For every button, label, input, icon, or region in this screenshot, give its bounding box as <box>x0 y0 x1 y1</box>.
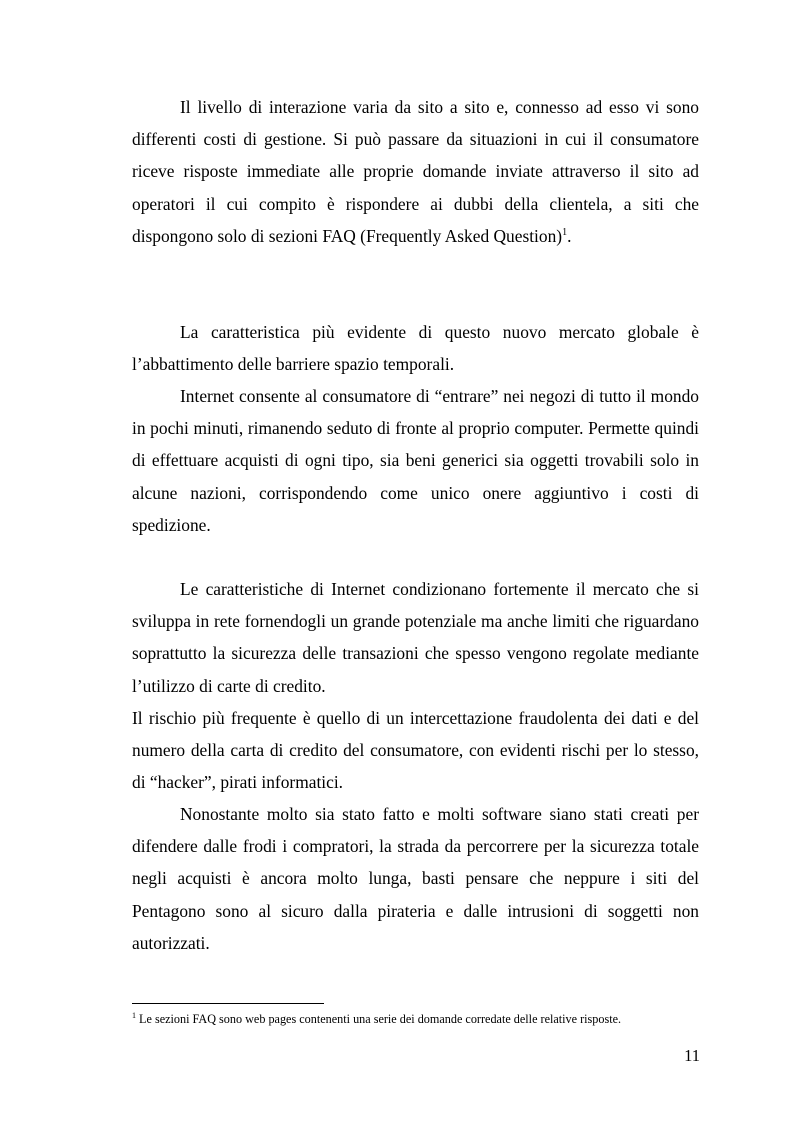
paragraph: Internet consente al consumatore di “entrare” nei negozi di tutto il mondo in pochi minuti, rimanendo seduto di fronte al proprio computer. Permette quindi di effettuare acquisti di ogni tipo, sia beni generici sia oggetti trovabili solo in alcune nazioni, corrispondendo come unico onere aggiuntivo i costi di spedizione. <box>132 386 699 535</box>
paragraph: La caratteristica più evidente di questo nuovo mercato globale è l’abbattimento delle barriere spazio temporali. <box>132 322 699 375</box>
paragraph: Il rischio più frequente è quello di un intercettazione fraudolenta dei dati e del numero della carta di credito del consumatore, con evidenti rischi per lo stesso, di “hacker”, pirati informatici. <box>132 708 699 793</box>
paragraph-tail: . <box>567 225 572 246</box>
footnote-separator <box>132 1003 324 1004</box>
paragraph <box>132 91 699 252</box>
footnote-number: 1 <box>132 1010 136 1020</box>
paragraph: Nonostante molto sia stato fatto e molti software siano stati creati per difendere dalle frodi i compratori, la strada da percorrere per la sicurezza totale negli acquisti è ancora molto lunga, basti pensare che neppure i siti del Pentagono sono al sicuro dalla pirateria e dalle intrusioni di soggetti non autorizzati. <box>132 804 699 953</box>
paragraph-text: Il livello di interazione varia da sito a sito e, connesso ad esso vi sono differenti costi di gestione. Si può passare da situazioni in cui il consumatore riceve risposte immediate alle proprie domande inviate attraverso il sito ad operatori il cui compito è rispondere ai dubbi della clientela, a siti che dispongono solo di sezioni FAQ (Frequently Asked Question) <box>132 97 699 246</box>
page-number: 11 <box>684 1046 700 1065</box>
footnote-marker[interactable]: 1 <box>562 227 568 239</box>
paragraph: Le caratteristiche di Internet condizionano fortemente il mercato che si sviluppa in rete fornendogli un grande potenziale ma anche limiti che riguardano soprattutto la sicurezza delle transazioni che spesso vengono regolate mediante l’utilizzo di carte di credito. <box>132 579 699 696</box>
footnote <box>132 1011 699 1027</box>
footnote-text: Le sezioni FAQ sono web pages contenenti una serie dei domande corredate delle relative risposte. <box>136 1012 622 1026</box>
